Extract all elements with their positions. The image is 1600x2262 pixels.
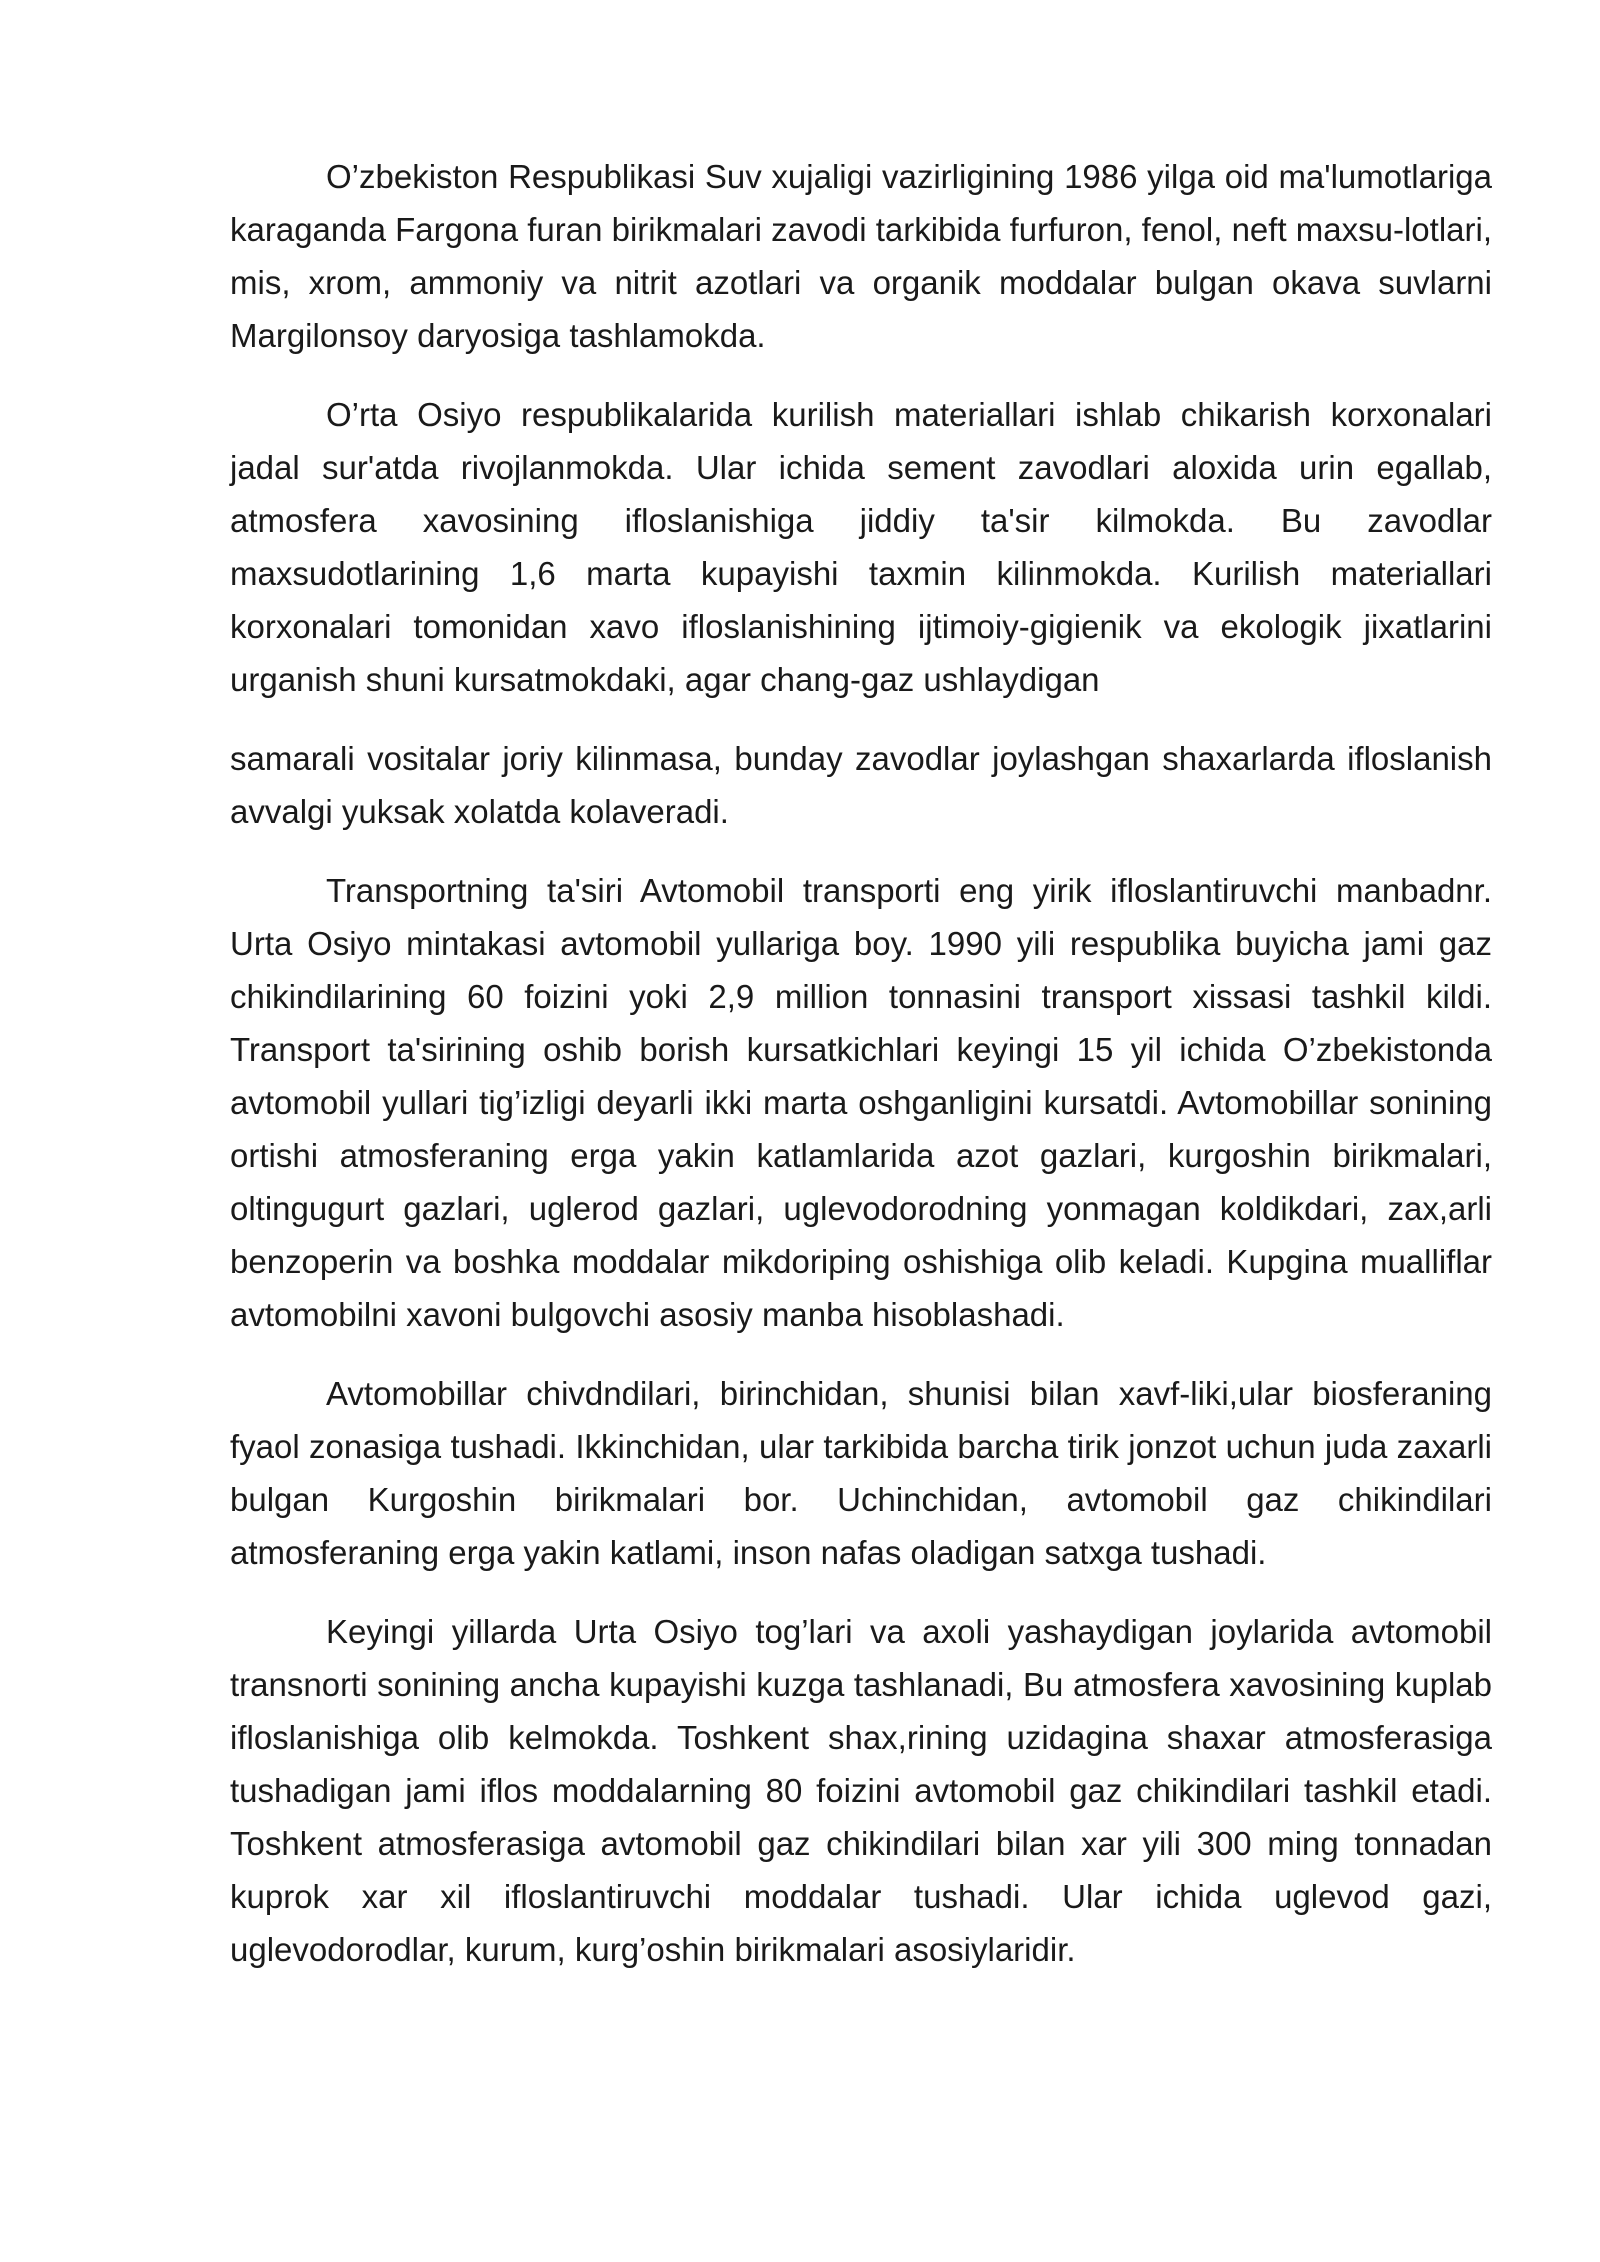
- document-page: [230, 150, 1492, 2002]
- paragraph-transport: Transportning ta'siri Avtomobil transporti eng yirik ifloslantiruvchi manbadnr. Urta Osiyo mintakasi avtomobil yullariga boy. 1990 yili respublika buyicha jami gaz chikindilarining 60 foizini yoki 2,9 million tonnasini transport xissasi tashkil kildi. Transport ta'sirining oshib borish kursatkichlari keyingi 15 yil ichida O’zbekistonda avtomobil yullari tig’izligi deyarli ikki marta oshganligini kursatdi. Avtomobillar sonining ortishi atmosferaning erga yakin katlamlarida azot gazlari, kurgoshin birikmalari, oltingugurt gazlari, uglerod gazlari, uglevodorodning yonmagan koldikdari, zax,arli benzoperin va boshka moddalar mikdoriping oshishiga olib keladi. Kupgina mualliflar avtomobilni xavoni bulgovchi asosiy manba hisoblashadi.: [230, 872, 1492, 1333]
- paragraph-continuation: samarali vositalar joriy kilinmasa, bunday zavodlar joylashgan shaxarlarda ifloslanish avvalgi yuksak xolatda kolaveradi.: [230, 740, 1492, 830]
- paragraph-kurilish-materiallari: O’rta Osiyo respublikalarida kurilish materiallari ishlab chikarish korxonalari jadal sur'atda rivojlanmokda. Ular ichida sement zavodlari aloxida urin egallab, atmosfera xavosining ifloslanishiga jiddiy ta'sir kilmokda. Bu zavodlar maxsudotlarining 1,6 marta kupayishi taxmin kilinmokda. Kurilish materiallari korxonalari tomonidan xavo ifloslanishining ijtimoiy-gigienik va ekologik jixatlarini urganish shuni kursatmokdaki, agar chang-gaz ushlaydigan: [230, 396, 1492, 698]
- paragraph-suv-xujaligi: O’zbekiston Respublikasi Suv xujaligi vazirligining 1986 yilga oid ma'lumotlariga karaganda Fargona furan birikmalari zavodi tarkibida furfuron, fenol, neft maxsu-lotlari, mis, xrom, ammoniy va nitrit azotlari va organik moddalar bulgan okava suvlarni Margilonsoy daryosiga tashlamokda.: [230, 158, 1492, 354]
- paragraph-avtomobillar: Avtomobillar chivdndilari, birinchidan, shunisi bilan xavf-liki,ular biosferaning fyaol zonasiga tushadi. Ikkinchidan, ular tarkibida barcha tirik jonzot uchun juda zaxarli bulgan Kurgoshin birikmalari bor. Uchinchidan, avtomobil gaz chikindilari atmosferaning erga yakin katlami, inson nafas oladigan satxga tushadi.: [230, 1375, 1492, 1571]
- paragraph-keyingi-yillarda: Keyingi yillarda Urta Osiyo tog’lari va axoli yashaydigan joylarida avtomobil transnorti sonining ancha kupayishi kuzga tashlanadi, Bu atmosfera xavosining kuplab ifloslanishiga olib kelmokda. Toshkent shax,rining uzidagina shaxar atmosferasiga tushadigan jami iflos moddalarning 80 foizini avtomobil gaz chikindilari tashkil etadi. Toshkent atmosferasiga avtomobil gaz chikindilari bilan xar yili 300 ming tonnadan kuprok xar xil ifloslantiruvchi moddalar tushadi. Ular ichida uglevod gazi, uglevodorodlar, kurum, kurg’oshin birikmalari asosiylaridir.: [230, 1613, 1492, 1968]
